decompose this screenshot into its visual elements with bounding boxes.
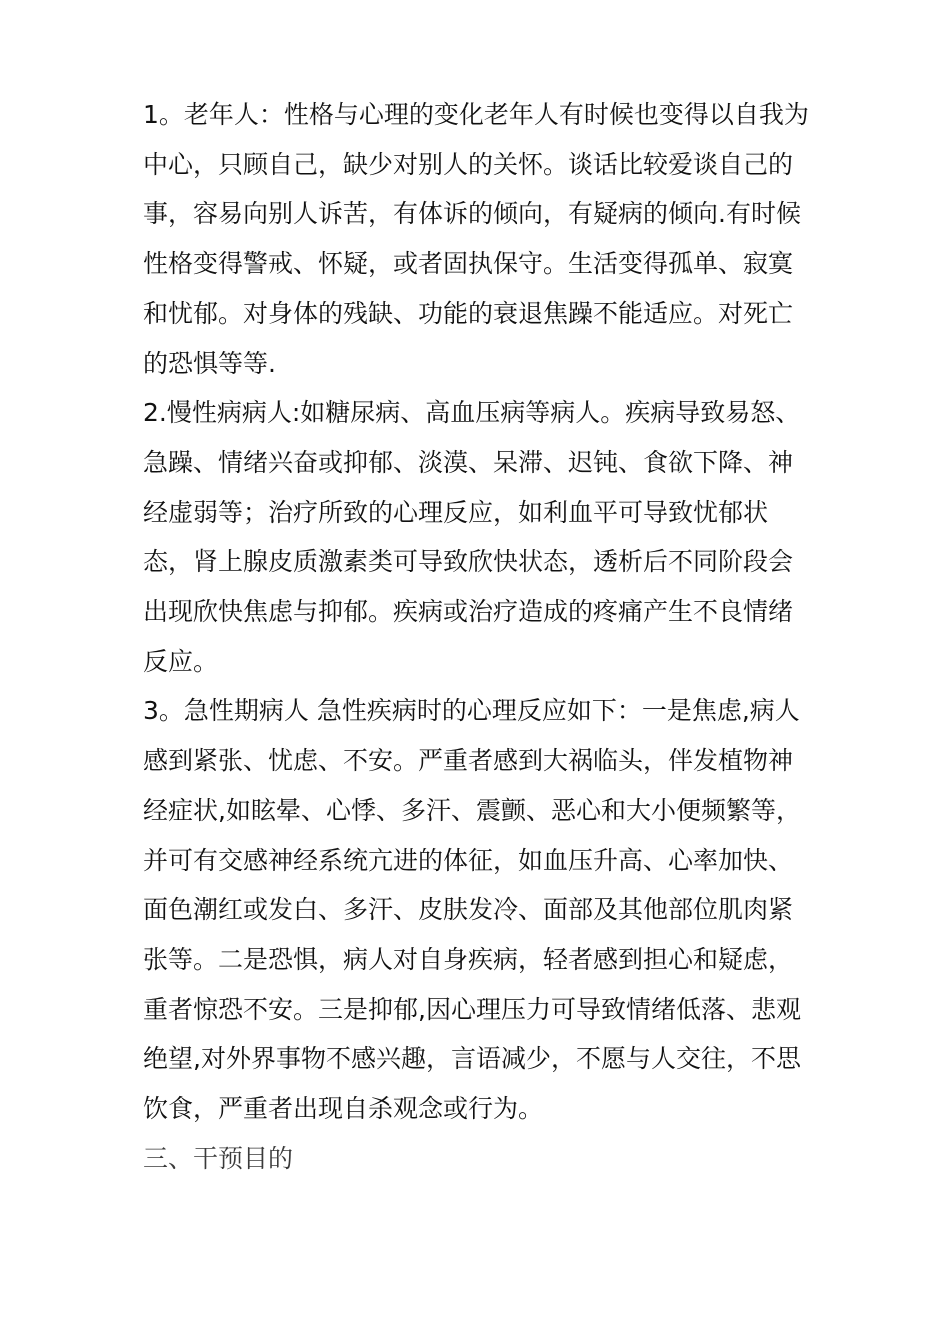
document-body — [143, 90, 813, 1183]
paragraph-acute-patients: 3。急性期病人 急性疾病时的心理反应如下：一是焦虑,病人感到紧张、忧虑、不安。严重者感到大祸临头，伴发植物神经症状,如眩晕、心悸、多汗、震颤、恶心和大小便频繁等，并可有交感神经系统亢进的体征，如血压升高、心率加快、面色潮红或发白、多汗、皮肤发冷、面部及其他部位肌肉紧张等。二是恐惧，病人对自身疾病，轻者感到担心和疑虑，重者惊恐不安。三是抑郁,因心理压力可导致情绪低落、悲观绝望,对外界事物不感兴趣，言语减少，不愿与人交往，不思饮食，严重者出现自杀观念或行为。 — [143, 696, 801, 1124]
section-heading: 三、干预目的 — [143, 1143, 294, 1173]
paragraph-chronic-patients: 2.慢性病病人:如糖尿病、高血压病等病人。疾病导致易怒、急躁、情绪兴奋或抑郁、淡漠、呆滞、迟钝、食欲下降、神经虚弱等；治疗所致的心理反应，如利血平可导致忧郁状态，肾上腺皮质激素类可导致欣快状态，透析后不同阶段会出现欣快焦虑与抑郁。疾病或治疗造成的疼痛产生不良情绪反应。 — [143, 398, 801, 676]
paragraph-elderly: 1。老年人：性格与心理的变化老年人有时候也变得以自我为中心，只顾自己，缺少对别人的关怀。谈话比较爱谈自己的事，容易向别人诉苦，有体诉的倾向，有疑病的倾向.有时候性格变得警戒、怀疑，或者固执保守。生活变得孤单、寂寞和忧郁。对身体的残缺、功能的衰退焦躁不能适应。对死亡的恐惧等等. — [143, 100, 809, 378]
